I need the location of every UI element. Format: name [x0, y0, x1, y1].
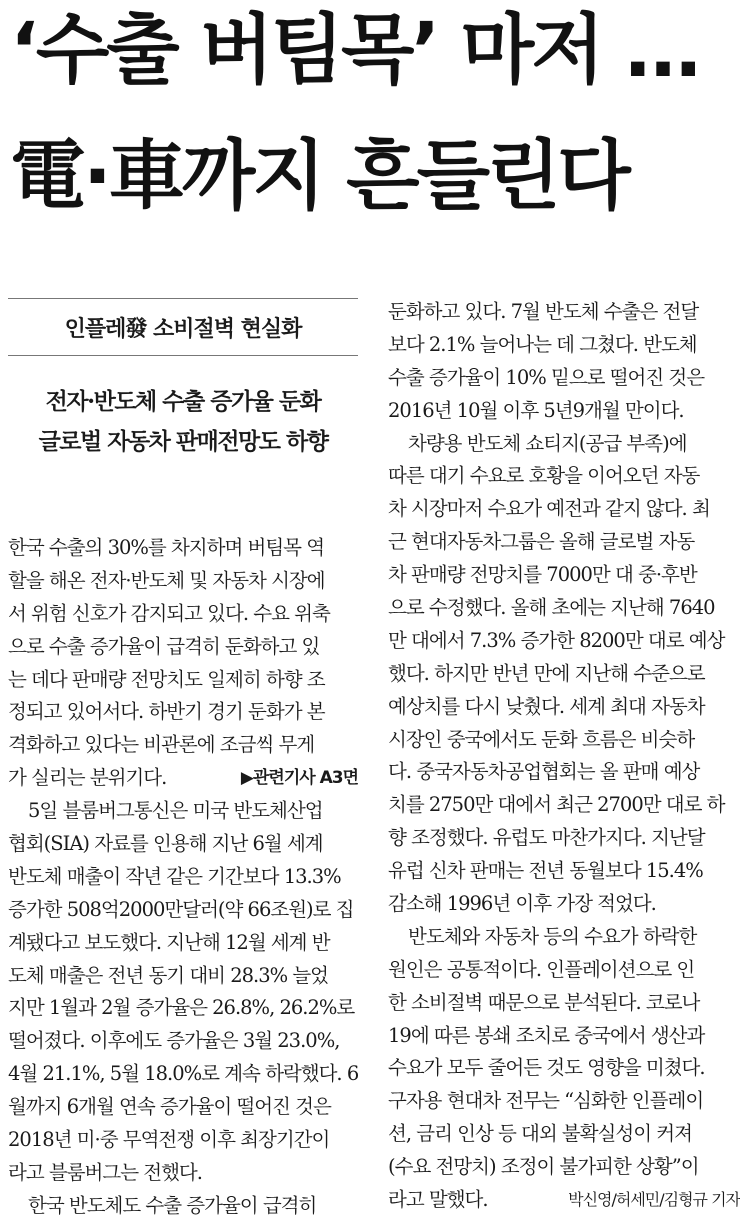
byline: 박신영/허세민/김형규 기자 — [568, 1190, 740, 1210]
body-line: 떨어졌다. 이후에도 증가율은 3월 23.0%, — [8, 1029, 340, 1053]
body-line-text: 라고 말했다. — [388, 1188, 488, 1212]
body-line: 차 시장마저 수요가 예전과 같지 않다. 최 — [388, 497, 710, 521]
body-line: 수출 증가율이 10% 밑으로 떨어진 것은 — [388, 365, 705, 389]
kicker: 인플레發 소비절벽 현실화 — [64, 316, 302, 342]
body-line: 치를 2750만 대에서 최근 2700만 대로 하 — [388, 793, 725, 817]
body-line: 으로 수정했다. 올해 초에는 지난해 7640 — [388, 596, 715, 620]
body-line: 증가한 508억2000만달러(약 66조원)로 집 — [8, 897, 354, 921]
body-line: 반도체와 자동차 등의 수요가 하락한 — [408, 924, 697, 948]
body-line: 2016년 10월 이후 5년9개월 만이다. — [388, 398, 684, 422]
body-line: 향 조정했다. 유럽도 마찬가지다. 지난달 — [388, 826, 705, 850]
body-line: 따른 대기 수요로 호황을 이어오던 자동 — [388, 464, 700, 488]
body-line: 으로 수출 증가율이 급격히 둔화하고 있 — [8, 634, 320, 658]
subheadline-1: 전자·반도체 수출 증가율 둔화 — [45, 388, 321, 415]
headline-line-1: ‘수출 버팀목’ 마저 … — [10, 5, 699, 94]
body-line: 만 대에서 7.3% 증가한 8200만 대로 예상 — [388, 628, 725, 652]
body-line-with-byline — [388, 1184, 740, 1217]
body-line: 지만 1월과 2월 증가율은 26.8%, 26.2%로 — [8, 996, 355, 1020]
body-line: 라고 블룸버그는 전했다. — [8, 1160, 202, 1184]
left-body-text — [8, 532, 358, 1223]
body-line: (수요 전망치) 조정이 불가피한 상황”이 — [388, 1155, 699, 1179]
body-line: 수요가 모두 줄어든 것도 영향을 미쳤다. — [388, 1056, 705, 1080]
body-line: 시장인 중국에서도 둔화 흐름은 비슷하 — [388, 727, 695, 751]
related-article-link[interactable]: ▶관련기사 A3면 — [240, 768, 358, 789]
body-line: 4월 21.1%, 5월 18.0%로 계속 하락했다. 6 — [8, 1062, 358, 1086]
body-line: 월까지 6개월 연속 증가율이 떨어진 것은 — [8, 1095, 331, 1119]
body-line: 계됐다고 보도했다. 지난해 12월 세계 반 — [8, 930, 330, 954]
body-line: 할을 해온 전자·반도체 및 자동차 시장에 — [8, 568, 325, 592]
kicker-box — [8, 298, 358, 356]
body-line: 정되고 있어서다. 하반기 경기 둔화가 본 — [8, 700, 325, 724]
body-line: 예상치를 다시 낮췄다. 세계 최대 자동차 — [388, 694, 705, 718]
headline-line-2: 電·車까지 흔들린다 — [10, 131, 628, 220]
body-line: 반도체 매출이 작년 같은 기간보다 13.3% — [8, 864, 341, 888]
right-column — [388, 296, 740, 1217]
body-line: 보다 2.1% 늘어나는 데 그쳤다. 반도체 — [388, 332, 697, 356]
body-line: 한국 수출의 30%를 차지하며 버팀목 역 — [8, 536, 325, 559]
body-line: 구자용 현대차 전무는 “심화한 인플레이 — [388, 1089, 704, 1113]
body-line: 한국 반도체도 수출 증가율이 급격히 — [28, 1193, 317, 1217]
body-line: 차 판매량 전망치를 7000만 대 중·후반 — [388, 563, 697, 587]
body-line: 격화하고 있다는 비관론에 조금씩 무게 — [8, 733, 315, 757]
body-line: 했다. 하지만 반년 만에 지난해 수준으로 — [388, 661, 705, 685]
body-line: 감소해 1996년 이후 가장 적었다. — [388, 892, 656, 916]
body-line: 도체 매출은 전년 동기 대비 28.3% 늘었 — [8, 963, 329, 987]
body-line: 19에 따른 봉쇄 조치로 중국에서 생산과 — [388, 1023, 705, 1047]
body-line-text: 가 실리는 분위기다. — [8, 766, 167, 790]
body-line: 5일 블룸버그통신은 미국 반도체산업 — [28, 799, 323, 823]
body-line: 유럽 신차 판매는 전년 동월보다 15.4% — [388, 859, 703, 883]
left-column — [8, 298, 358, 1223]
subheadlines — [8, 382, 358, 462]
body-line: 한 소비절벽 때문으로 분석된다. 코로나 — [388, 990, 700, 1014]
body-line: 원인은 공통적이다. 인플레이션으로 인 — [388, 957, 695, 981]
body-line-with-ref — [8, 762, 358, 795]
body-line: 서 위험 신호가 감지되고 있다. 수요 위축 — [8, 601, 330, 625]
body-line: 협회(SIA) 자료를 인용해 지난 6월 세계 — [8, 832, 323, 856]
body-line: 션, 금리 인상 등 대외 불확실성이 커져 — [388, 1122, 692, 1146]
subheadline-2: 글로벌 자동차 판매전망도 하향 — [38, 428, 328, 455]
body-line: 2018년 미·중 무역전쟁 이후 최장기간이 — [8, 1128, 330, 1152]
body-line: 차량용 반도체 쇼티지(공급 부족)에 — [408, 431, 687, 455]
body-line: 둔화하고 있다. 7월 반도체 수출은 전달 — [388, 300, 699, 323]
body-line: 다. 중국자동차공업협회는 올 판매 예상 — [388, 760, 700, 784]
body-line: 근 현대자동차그룹은 올해 글로벌 자동 — [388, 530, 695, 554]
body-line: 는 데다 판매량 전망치도 일제히 하향 조 — [8, 667, 325, 691]
